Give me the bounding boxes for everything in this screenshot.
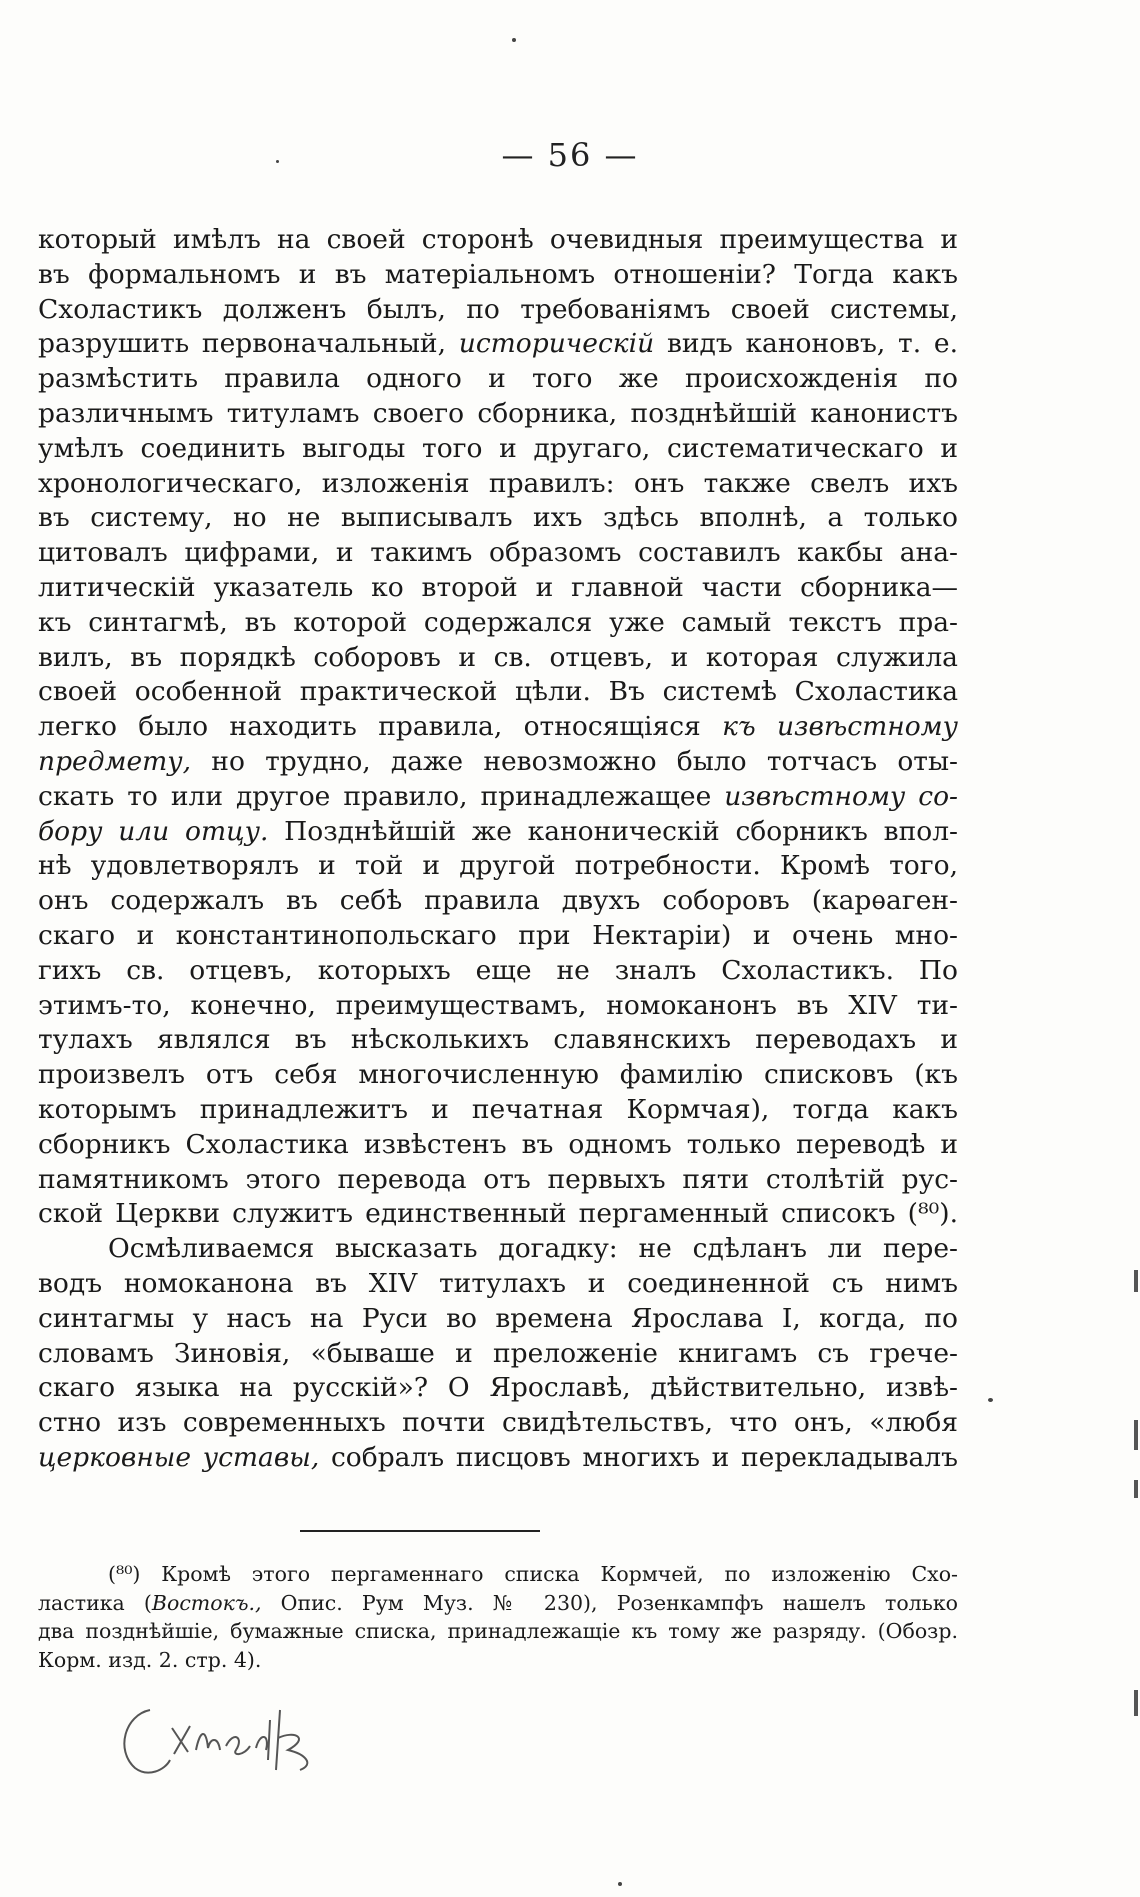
line-text: разрушить первоначальный, <box>38 328 459 360</box>
line-text: литическій указатель ко второй и главной части сборника— <box>38 571 958 603</box>
text-line <box>38 815 958 850</box>
line-text: ской Церкви служитъ единственный пергаменный списокъ (⁸⁰). <box>38 1198 958 1230</box>
text-line <box>38 258 958 293</box>
text-line <box>38 501 958 536</box>
italic-phrase: извѣстному со- <box>724 780 958 812</box>
line-text: водъ номоканона въ XIV титулахъ и соединенной съ нимъ <box>38 1267 958 1299</box>
line-text: нѣ удовлетворялъ и той и другой потребности. Кромѣ того, <box>38 850 958 882</box>
text-line <box>38 1197 958 1232</box>
text-line <box>38 1058 958 1093</box>
text-line <box>38 1128 958 1163</box>
line-text: памятникомъ этого перевода отъ первыхъ пяти столѣтій рус- <box>38 1163 958 1195</box>
footnote-line <box>38 1646 958 1675</box>
line-text: синтагмы у насъ на Руси во времена Ярослава I, когда, по <box>38 1302 958 1334</box>
footnote <box>38 1560 958 1674</box>
line-text: умѣлъ соединить выгоды того и другаго, систематическаго и <box>38 432 958 464</box>
footnote-text: Корм. изд. 2. стр. 4). <box>38 1647 262 1672</box>
italic-phrase: Востокъ., <box>151 1590 262 1615</box>
paper-speck <box>276 160 279 163</box>
page-number: — 56 — <box>501 136 639 174</box>
line-text: въ формальномъ и въ матеріальномъ отношеніи? Тогда какъ <box>38 258 958 290</box>
text-line <box>38 1371 958 1406</box>
paper-speck <box>512 38 516 42</box>
text-line <box>38 919 958 954</box>
line-text: своей особенной практической цѣли. Въ системѣ Схоластика <box>38 676 958 708</box>
line-text: Позднѣйшій же каноническій сборникъ впол- <box>268 815 958 847</box>
line-text: произвелъ отъ себя многочисленную фамилію списковъ (къ <box>38 1059 958 1091</box>
line-text: легко было находить правила, относящіяся <box>38 711 723 743</box>
text-line <box>38 1441 958 1476</box>
line-text: Схоластикъ долженъ былъ, по требованіямъ своей системы, <box>38 293 958 325</box>
text-line <box>38 432 958 467</box>
text-line <box>38 780 958 815</box>
text-line <box>38 989 958 1024</box>
text-line <box>38 536 958 571</box>
line-text: видъ каноновъ, т. е. <box>654 328 958 360</box>
footnote-text: Кромѣ этого пергаменнаго списка Кормчей, по изложенію Схо- <box>161 1562 958 1586</box>
line-text: стно изъ современныхъ почти свидѣтельствъ, что онъ, «любя <box>38 1407 958 1439</box>
italic-phrase: историческій <box>458 328 655 360</box>
line-text: Осмѣливаемся высказать догадку: не сдѣланъ ли пере- <box>108 1233 958 1265</box>
text-line <box>38 745 958 780</box>
text-line <box>38 710 958 745</box>
text-line <box>38 293 958 328</box>
edge-mark <box>1134 1270 1138 1292</box>
line-text: размѣстить правила одного и того же происхожденія по <box>38 363 958 395</box>
footnote-text: два позднѣйшіе, бумажные списка, принадлежащіе къ тому же разряду. (Обозр. <box>38 1619 958 1643</box>
paper-speck <box>988 1398 993 1402</box>
text-line <box>38 1023 958 1058</box>
line-text: гихъ св. отцевъ, которыхъ еще не зналъ Схоластикъ. По <box>38 954 958 986</box>
footnote-text: ластика ( <box>38 1590 152 1615</box>
line-text: которымъ принадлежитъ и печатная Кормчая), тогда какъ <box>38 1093 958 1125</box>
paper-speck <box>618 1882 622 1886</box>
line-text: собралъ писцовъ многихъ и перекладывалъ <box>319 1441 958 1473</box>
line-text: сборникъ Схоластика извѣстенъ въ одномъ только переводѣ и <box>38 1128 958 1160</box>
text-line <box>38 1406 958 1441</box>
text-line <box>38 1232 958 1267</box>
line-text: скаго языка на русскій»? О Ярославѣ, дѣйствительно, извѣ- <box>38 1372 958 1404</box>
line-text: различнымъ титуламъ своего сборника, позднѣйшій канонистъ <box>38 397 958 429</box>
italic-phrase: бору или отцу. <box>38 815 269 847</box>
line-text: тулахъ являлся въ нѣсколькихъ славянскихъ переводахъ и <box>38 1024 958 1056</box>
line-text: цитовалъ цифрами, и такимъ образомъ составилъ какбы ана- <box>38 537 958 569</box>
text-line <box>38 327 958 362</box>
footnote-separator <box>300 1530 540 1532</box>
footnote-marker: (⁸⁰) <box>108 1562 141 1586</box>
italic-phrase: церковные уставы, <box>38 1441 320 1473</box>
italic-phrase: предмету, <box>38 745 192 777</box>
line-text: къ синтагмѣ, въ которой содержался уже самый текстъ пра- <box>38 606 958 638</box>
text-line <box>38 675 958 710</box>
handwritten-signature <box>110 1690 350 1785</box>
text-line <box>38 362 958 397</box>
text-line <box>38 397 958 432</box>
text-line <box>38 849 958 884</box>
footnote-line <box>38 1617 958 1646</box>
text-line <box>38 1337 958 1372</box>
italic-phrase: къ извѣстному <box>722 711 958 743</box>
line-text: словамъ Зиновія, «бываше и преложеніе книгамъ съ грече- <box>38 1337 958 1369</box>
text-line <box>38 606 958 641</box>
edge-mark <box>1134 1480 1138 1498</box>
line-text: который имѣлъ на своей сторонѣ очевидныя преимущества и <box>38 224 958 255</box>
edge-mark <box>1134 1420 1138 1450</box>
text-line <box>38 1093 958 1128</box>
footnote-line <box>38 1589 958 1618</box>
text-line <box>38 571 958 606</box>
text-line <box>38 954 958 989</box>
body-text <box>38 223 958 1476</box>
text-line <box>38 223 958 258</box>
text-line <box>38 467 958 502</box>
text-line <box>38 1302 958 1337</box>
line-text: но трудно, даже невозможно было тотчасъ оты- <box>191 745 958 777</box>
edge-mark <box>1134 1690 1138 1716</box>
text-line <box>38 884 958 919</box>
text-line <box>38 1267 958 1302</box>
line-text: вилъ, въ порядкѣ соборовъ и св. отцевъ, и которая служила <box>38 641 958 673</box>
text-line <box>38 641 958 676</box>
line-text: скать то или другое правило, принадлежащее <box>38 780 725 812</box>
line-text: скаго и константинопольскаго при Нектаріи) и очень мно- <box>38 919 958 951</box>
text-line <box>38 1163 958 1198</box>
line-text: въ систему, но не выписывалъ ихъ здѣсь вполнѣ, а только <box>38 502 958 534</box>
line-text: хронологическаго, изложенія правилъ: онъ также свелъ ихъ <box>38 467 958 499</box>
footnote-line <box>38 1560 958 1589</box>
footnote-text: Опис. Рум Муз. № 230), Розенкампфъ нашелъ только <box>261 1590 958 1615</box>
line-text: этимъ-то, конечно, преимуществамъ, номоканонъ въ XIV ти- <box>38 989 958 1021</box>
line-text: онъ содержалъ въ себѣ правила двухъ соборовъ (карѳаген- <box>38 885 958 917</box>
